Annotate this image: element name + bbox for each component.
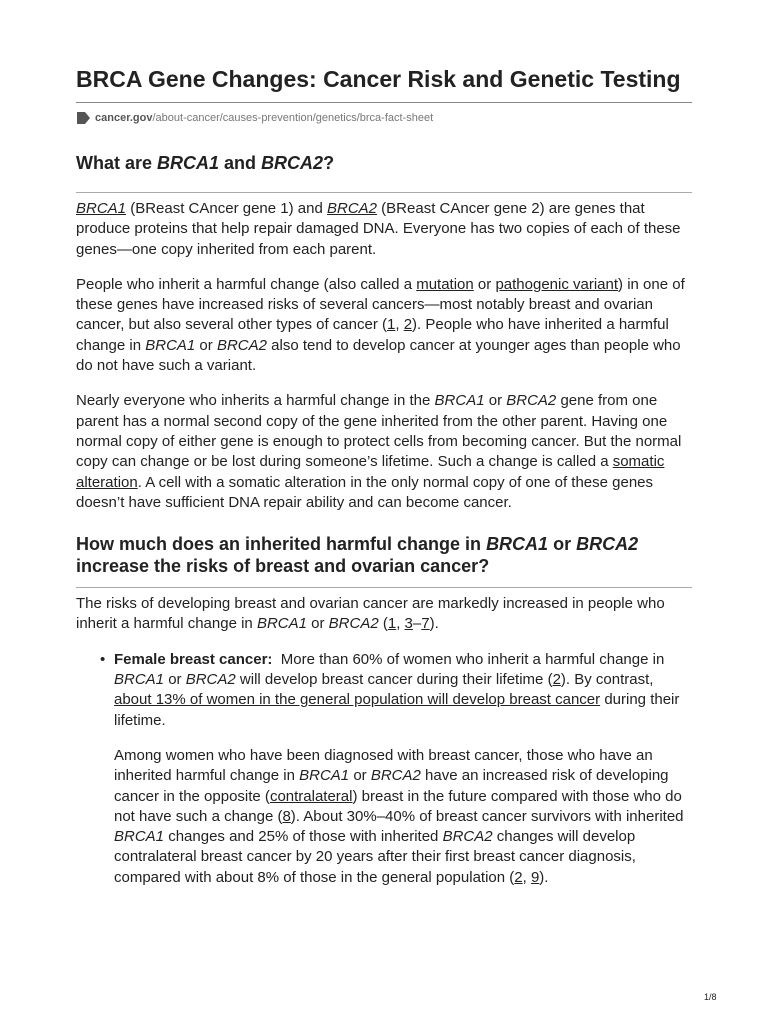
text: . A cell with a somatic alteration in the only normal copy of one of these genes doesn’t have sufficient DNA repair ability and can become cancer. <box>76 473 654 511</box>
text: gene from one parent has a normal second copy of the gene inherited from the other parent. Having one normal copy of either gene is enough to protect cells from becoming cancer. But the normal copy can change or be lost during someone’s lifetime. Such a change is called a <box>76 392 682 471</box>
section-heading-what-are-brca <box>76 152 692 192</box>
gene-name: BRCA1 <box>256 615 307 633</box>
text: or <box>484 392 507 410</box>
text: Nearly everyone who inherits a harmful change in the <box>76 392 435 410</box>
text: , <box>395 316 404 334</box>
text: or <box>473 275 496 293</box>
paragraph-harmful-change <box>76 275 692 376</box>
text: will develop breast cancer during their lifetime ( <box>235 671 553 689</box>
gene-name: BRCA1 <box>434 392 485 410</box>
reference-link[interactable]: 2 <box>403 316 413 334</box>
text: More than 60% of women who inherit a harmful change in <box>272 650 669 668</box>
paragraph-contralateral-risk <box>114 746 692 888</box>
gene-name: BRCA2 <box>370 767 421 785</box>
reference-link[interactable]: 1 <box>387 316 396 334</box>
heading-gene-brca2: BRCA2 <box>576 534 639 555</box>
paragraph-risk-intro <box>76 594 692 635</box>
list-item-label: Female breast cancer: <box>114 650 273 668</box>
gene-name: BRCA1 <box>299 767 350 785</box>
gene-name: BRCA2 <box>506 392 557 410</box>
reference-link[interactable]: 8 <box>282 807 291 825</box>
page-title: BRCA Gene Changes: Cancer Risk and Genetic Testing <box>76 66 681 92</box>
reference-link[interactable]: 7 <box>421 615 430 633</box>
text: or <box>349 767 371 785</box>
text: , <box>396 615 405 633</box>
heading-text: or <box>548 534 577 555</box>
gene-name: BRCA1 <box>145 336 196 354</box>
gene-name: BRCA2 <box>328 615 379 633</box>
text: ). <box>539 868 549 886</box>
text: , <box>522 868 531 886</box>
text: (BReast CAncer gene 2) are genes that produce proteins that help repair damaged DNA. Everyone has two copies of each of these genes—one copy inherited from each parent. <box>76 200 681 258</box>
source-domain[interactable]: cancer.gov <box>95 112 153 124</box>
gene-name: BRCA2 <box>185 671 236 689</box>
link-contralateral[interactable]: contralateral <box>269 787 353 805</box>
list-item-female-breast-cancer <box>100 650 692 888</box>
text: ) in one of these genes have increased risks of several cancers—most notably breast and ovarian cancer, but also several other types of cancer ( <box>76 275 685 334</box>
section-divider <box>76 192 692 193</box>
link-general-population-risk[interactable]: about 13% of women in the general population will develop breast cancer <box>114 691 601 709</box>
gene-name: BRCA2 <box>442 828 493 846</box>
heading-text: ? <box>323 153 335 173</box>
title-divider <box>76 102 692 103</box>
reference-link[interactable]: 3 <box>404 615 413 633</box>
text: Among women who have been diagnosed with breast cancer, those who have an inherited harmful change in <box>114 746 653 785</box>
heading-text: How much does an inherited harmful change in <box>76 534 487 555</box>
heading-text: and <box>219 153 262 173</box>
link-somatic-alteration[interactable]: somatic alteration <box>76 453 665 491</box>
reference-link[interactable]: 9 <box>530 868 540 886</box>
text: or <box>195 336 217 354</box>
text: or <box>164 671 186 689</box>
text: also tend to develop cancer at younger ages than people who do not have such a variant. <box>76 336 681 375</box>
text: People who inherit a harmful change (also called a <box>76 275 417 293</box>
text: or <box>306 615 329 633</box>
link-brca1[interactable]: BRCA1 <box>76 200 127 217</box>
heading-gene-brca1: BRCA1 <box>486 534 549 555</box>
text: ). People who have inherited a harmful change in <box>76 316 669 354</box>
link-mutation[interactable]: mutation <box>416 275 474 293</box>
page-number: 1/8 <box>704 992 717 1002</box>
source-url[interactable] <box>76 109 692 127</box>
bullet-marker: • <box>100 650 106 668</box>
text: changes will develop contralateral breast cancer by 20 years after their first breast cancer diagnosis, compared with about 8% of those in the general population ( <box>114 828 636 886</box>
reference-link[interactable]: 2 <box>552 671 561 689</box>
reference-link[interactable]: 2 <box>514 868 523 886</box>
text: have an increased risk of developing cancer in the opposite ( <box>114 767 669 805</box>
gene-name: BRCA1 <box>114 828 165 846</box>
bookmark-icon <box>76 111 91 125</box>
text: during their lifetime. <box>114 691 680 729</box>
text: The risks of developing breast and ovarian cancer are markedly increased in people who inherit a harmful change in <box>76 595 665 633</box>
text: (BReast CAncer gene 1) and <box>126 200 327 217</box>
text: ). By contrast, <box>560 671 654 689</box>
paragraph-brca-definition <box>76 199 692 260</box>
link-pathogenic-variant[interactable]: pathogenic variant <box>495 275 619 293</box>
paragraph-somatic-alteration <box>76 391 692 513</box>
text: ( <box>378 615 388 633</box>
heading-text: increase the risks of breast and ovarian cancer? <box>76 556 490 577</box>
reference-link[interactable]: 1 <box>387 615 397 633</box>
text: changes and 25% of those with inherited <box>164 828 443 846</box>
text: ). <box>429 615 439 633</box>
heading-gene-brca2: BRCA2 <box>261 153 324 173</box>
text: ). About 30%–40% of breast cancer survivors with inherited <box>290 807 684 825</box>
link-brca2[interactable]: BRCA2 <box>326 200 378 217</box>
section-divider <box>76 587 692 588</box>
document-page <box>76 62 692 903</box>
text: – <box>412 615 422 633</box>
section-heading-risk-increase <box>76 533 692 587</box>
source-path[interactable]: /about-cancer/causes-prevention/genetics/brca-fact-sheet <box>152 112 434 124</box>
heading-text: What are <box>76 153 158 173</box>
gene-name: BRCA2 <box>216 336 267 354</box>
heading-gene-brca1: BRCA1 <box>157 153 220 173</box>
text: ) breast in the future compared with those who do not have such a change ( <box>114 787 682 825</box>
gene-name: BRCA1 <box>114 671 165 689</box>
risk-list <box>76 650 692 888</box>
